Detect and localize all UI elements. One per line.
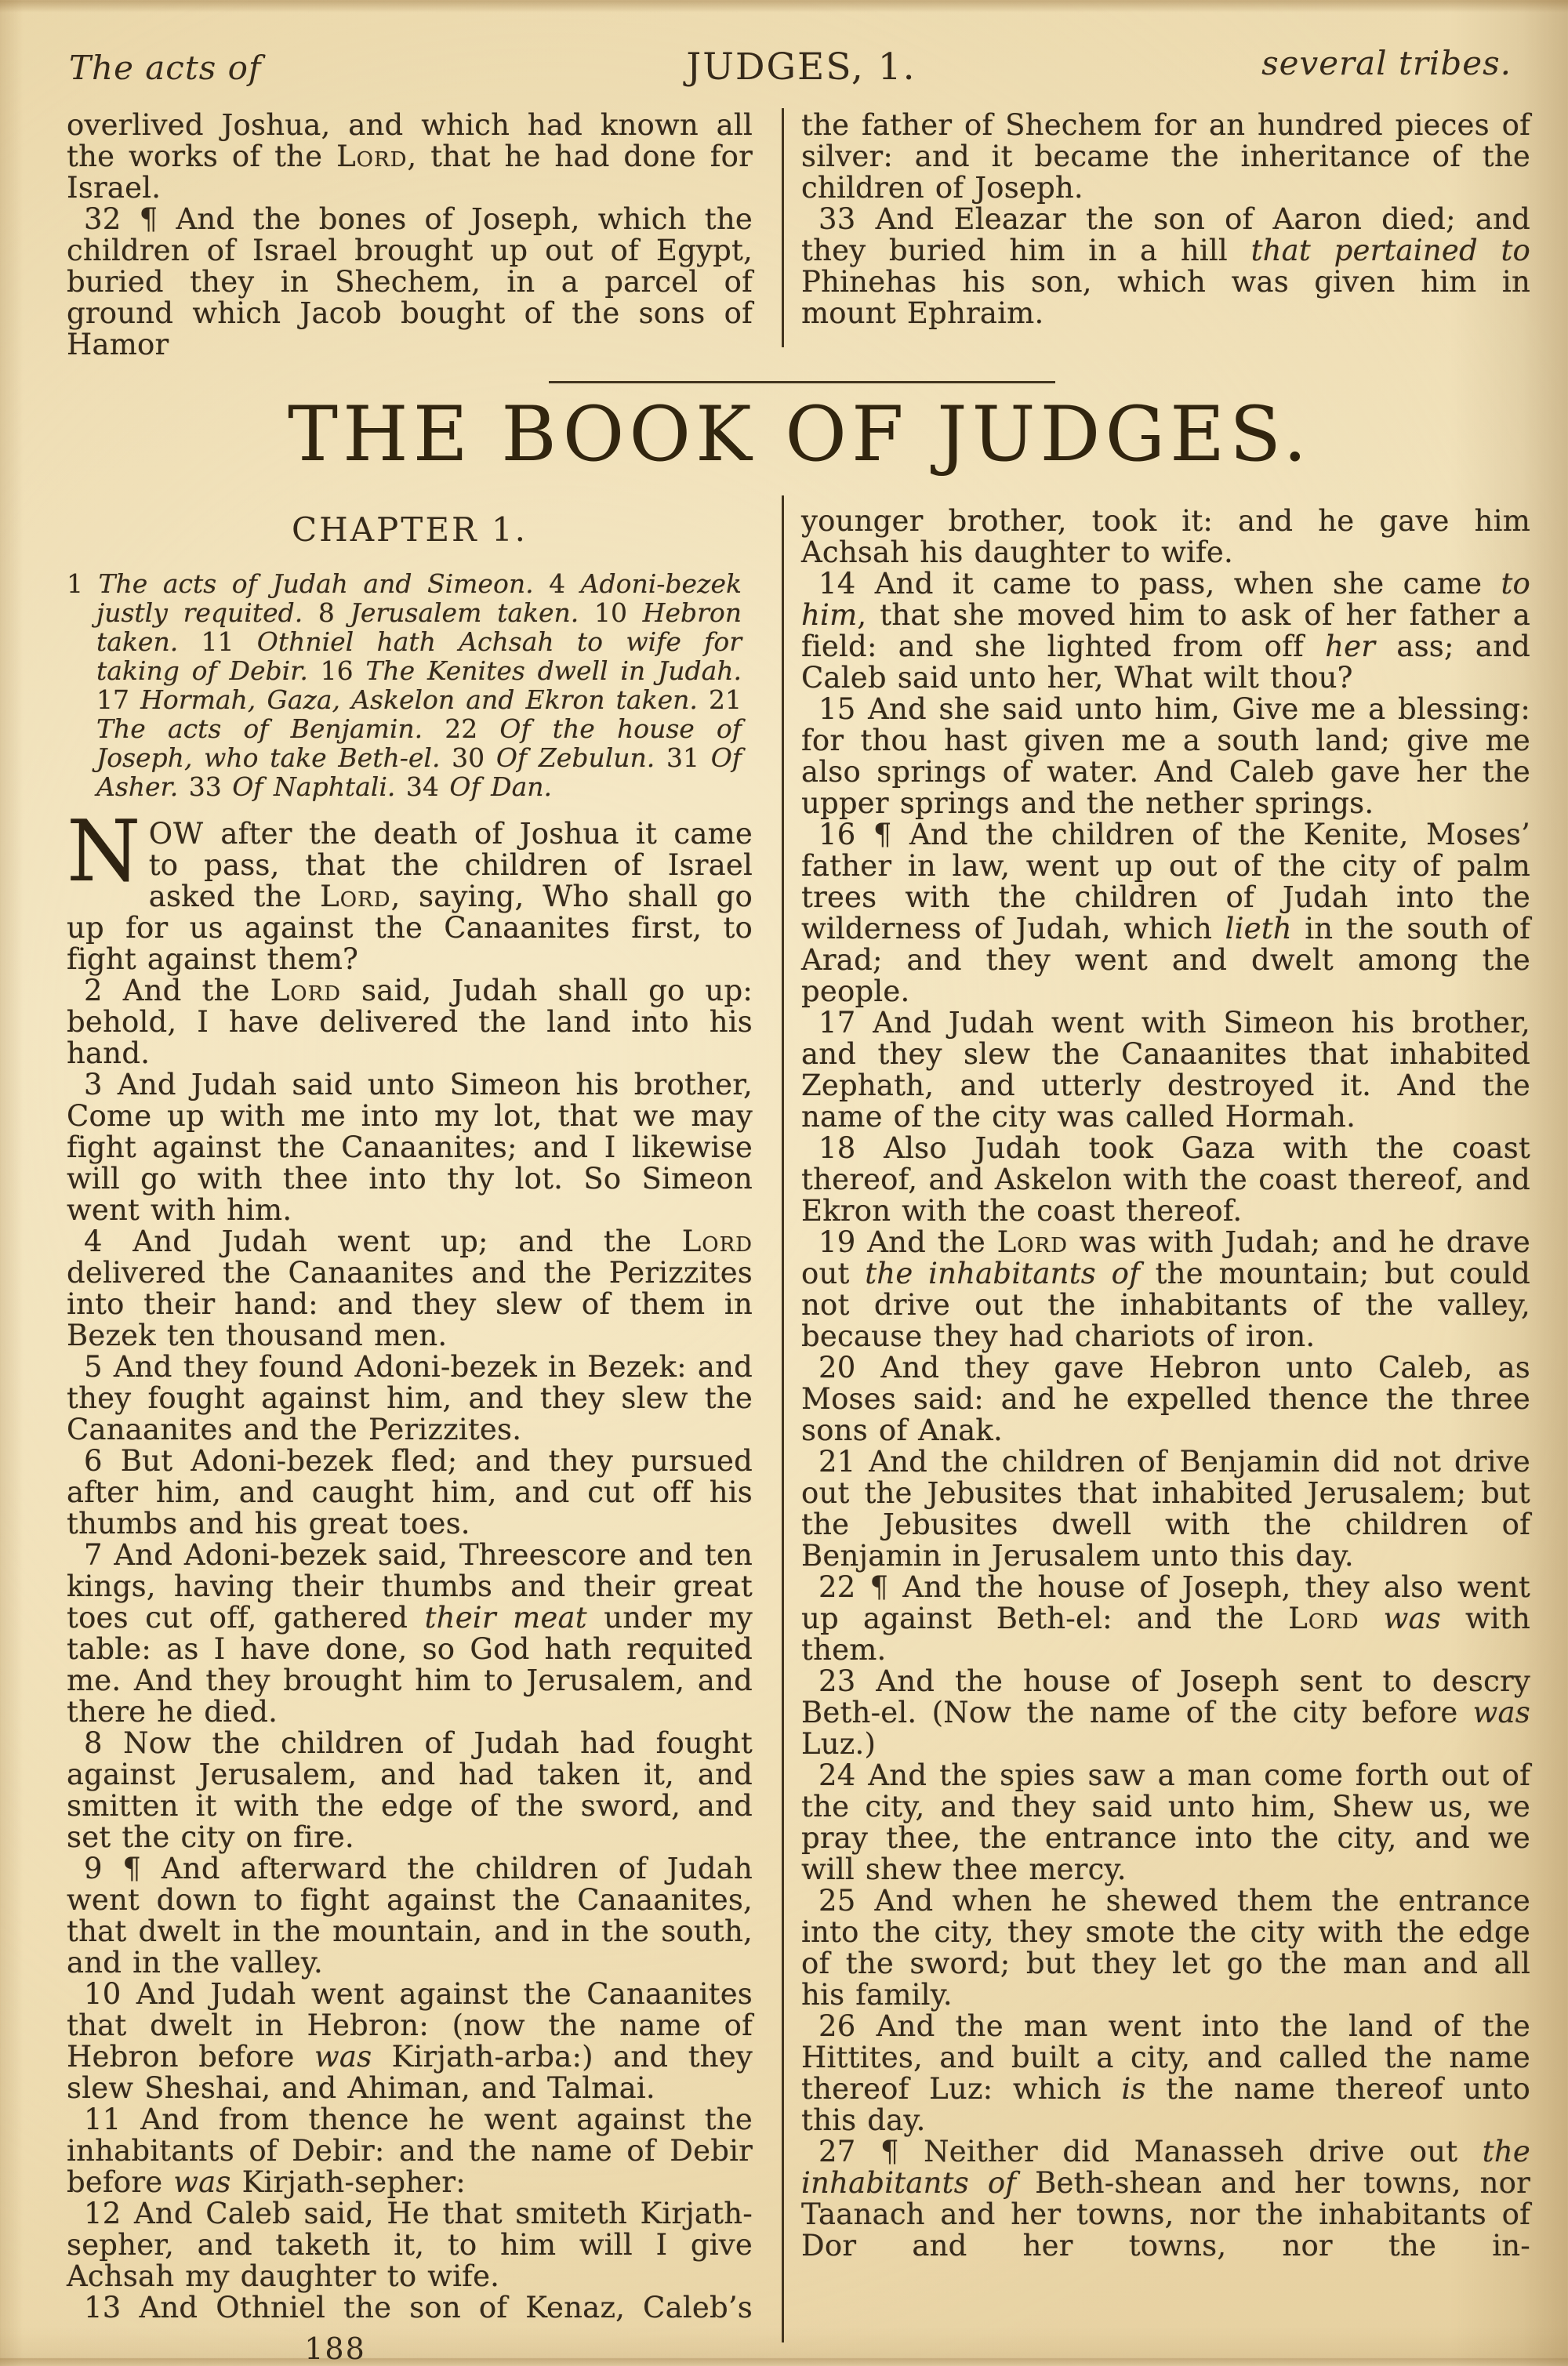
verse-paragraph: 6 But Adoni-bezek fled; and they pursued after him, and caught him, and cut off his thumbs and his great toes. — [67, 1444, 753, 1540]
book-title: THE BOOK OF JUDGES. — [287, 390, 1312, 478]
verse-paragraph: 19 And the Lord was with Judah; and he drave out the inhabitants of the mountain; but could not drive out the inhabitants of the valley, because they had chariots of iron. — [801, 1225, 1531, 1353]
running-header-left: The acts of — [69, 49, 262, 87]
verse-paragraph: 15 And she said unto him, Give me a blessing: for thou hast given me a south land; give me also springs of water. And Caleb gave her the upper springs and the nether springs. — [801, 692, 1530, 820]
verse-paragraph: 23 And the house of Joseph sent to descry Beth-el. (Now the name of the city before was Luz.) — [801, 1664, 1530, 1761]
verse-paragraph: 27 ¶ Neither did Manasseh drive out the inhabitants of Beth-shean and her towns, nor Taanach and her towns, nor the inhabitants of Dor and her towns, nor the in- — [801, 2135, 1530, 2263]
verse-paragraph: overlived Joshua, and which had known all the works of the Lord, that he had done for Israel. — [67, 108, 753, 205]
verse-paragraph: 21 And the children of Benjamin did not drive out the Jebusites that inhabited Jerusalem; but the Jebusites dwell with the children of Benjamin in Jerusalem unto this day. — [801, 1445, 1530, 1573]
verse-paragraph: the father of Shechem for an hundred pieces of silver: and it became the inheritance of the children of Joseph. — [801, 108, 1530, 205]
prelude-column-left — [67, 110, 753, 361]
drop-cap-rest: OW — [148, 817, 205, 851]
verse-paragraph: 25 And when he shewed them the entrance into the city, they smote the city with the edge of the sword; but they let go the man and all his family. — [801, 1884, 1530, 2012]
verse-paragraph: 8 Now the children of Judah had fought against Jerusalem, and had taken it, and smitten it with the edge of the sword, and set the city on fire. — [67, 1726, 753, 1854]
verse-paragraph: 2 And the Lord said, Judah shall go up: behold, I have delivered the land into his hand. — [67, 974, 753, 1070]
verse-paragraph: younger brother, took it: and he gave him Achsah his daughter to wife. — [801, 504, 1530, 569]
verse-paragraph: 12 And Caleb said, He that smiteth Kirjath-sepher, and taketh it, to him will I give Achsah my daughter to wife. — [67, 2197, 753, 2293]
column-divider-top — [782, 108, 784, 347]
verse-paragraph: 4 And Judah went up; and the Lord delivered the Canaanites and the Perizzites into their hand: and they slew of them in Bezek ten thousand men. — [67, 1225, 753, 1352]
verse-paragraph: 16 ¶ And the children of the Kenite, Moses’ father in law, went up out of the city of palm trees with the children of Judah into the wilderness of Judah, which lieth in the south of Arad; and they went and dwelt among the people. — [801, 818, 1531, 1008]
verse-paragraph: 7 And Adoni-bezek said, Threescore and ten kings, having their thumbs and their great toes cut off, gathered their meat under my table: as I have done, so God hath requited me. And they brought him to Jerusalem, and there he died. — [67, 1538, 753, 1729]
verse-paragraph: 24 And the spies saw a man come forth out of the city, and they said unto him, Shew us, we pray thee, the entrance into the city, and we will shew thee mercy. — [801, 1758, 1530, 1886]
verse-paragraph: 20 And they gave Hebron unto Caleb, as Moses said: and he expelled thence the three sons of Anak. — [801, 1351, 1530, 1447]
verse-paragraph: 17 And Judah went with Simeon his brother, and they slew the Canaanites that inhabited Zephath, and utterly destroyed it. And the name of the city was called Hormah. — [801, 1006, 1530, 1134]
verse-paragraph: 13 And Othniel the son of Kenaz, Caleb’s — [84, 2291, 753, 2324]
running-header-title: JUDGES, 1. — [686, 45, 916, 89]
verse-paragraph: 14 And it came to pass, when she came to him, that she moved him to ask of her father a field: and she lighted from off her ass; and Caleb said unto her, What wilt thou? — [801, 567, 1530, 695]
verse-paragraph: 22 ¶ And the house of Joseph, they also went up against Beth-el: and the Lord was with them. — [801, 1570, 1530, 1667]
column-divider-main — [782, 495, 784, 2342]
verse-paragraph: 33 And Eleazar the son of Aaron died; and they buried him in a hill that pertained to Phinehas his son, which was given him in mount Ephraim. — [801, 202, 1530, 330]
verse-paragraph: 10 And Judah went against the Canaanites that dwelt in Hebron: (now the name of Hebron before was Kirjath-arba:) and they slew Sheshai, and Ahiman, and Talmai. — [67, 1977, 753, 2105]
main-column-left — [67, 506, 753, 2366]
verses-left — [67, 975, 753, 2324]
chapter-heading: CHAPTER 1. — [291, 510, 528, 549]
drop-cap: N — [67, 803, 141, 901]
verse-1-text: after the death of Joshua it came to pass, that the children of Israel asked the Lord, saying, Who shall go up for us against the Canaanites first, to fight against them? — [67, 817, 753, 976]
verse-1 — [67, 803, 753, 976]
verse-paragraph: 32 ¶ And the bones of Joseph, which the children of Israel brought up out of Egypt, buried they in Shechem, in a parcel of ground which Jacob bought of the sons of Hamor — [67, 202, 753, 361]
main-column-right — [801, 506, 1530, 2262]
prelude-column-right — [801, 110, 1530, 329]
verse-paragraph: 26 And the man went into the land of the Hittites, and built a city, and called the name thereof Luz: which is the name thereof unto this day. — [801, 2009, 1530, 2137]
verse-paragraph: 9 ¶ And afterward the children of Judah went down to fight against the Canaanites, that dwelt in the mountain, and in the south, and in the valley. — [67, 1852, 753, 1980]
verse-paragraph: 11 And from thence he went against the inhabitants of Debir: and the name of Debir before was Kirjath-sepher: — [67, 2103, 753, 2199]
page-number: 188 — [304, 2332, 366, 2366]
chapter-summary: 1 The acts of Judah and Simeon. 4 Adoni-bezek justly requited. 8 Jerusalem taken. 10 Hebron taken. 11 Othniel hath Achsah to wife for taking of Debir. 16 The Kenites dwell in Judah. 17 Hormah, Gaza, Askelon and Ekron taken. 21 The acts of Benjamin. 22 Of the house of Joseph, who take Beth-el. 30 Of Zebulun. 31 Of Asher. 33 Of Naphtali. 34 Of Dan. — [67, 568, 742, 802]
running-header-right: several tribes. — [1261, 44, 1512, 82]
verse-paragraph: 18 Also Judah took Gaza with the coast thereof, and Askelon with the coast thereof, and Ekron with the coast thereof. — [801, 1131, 1530, 1228]
section-rule — [549, 381, 1055, 383]
verse-paragraph: 3 And Judah said unto Simeon his brother, Come up with me into my lot, that we may fight against the Canaanites; and I likewise will go with thee into thy lot. So Simeon went with him. — [67, 1068, 753, 1227]
verse-paragraph: 5 And they found Adoni-bezek in Bezek: and they fought against him, and they slew the Canaanites and the Perizzites. — [67, 1350, 753, 1446]
